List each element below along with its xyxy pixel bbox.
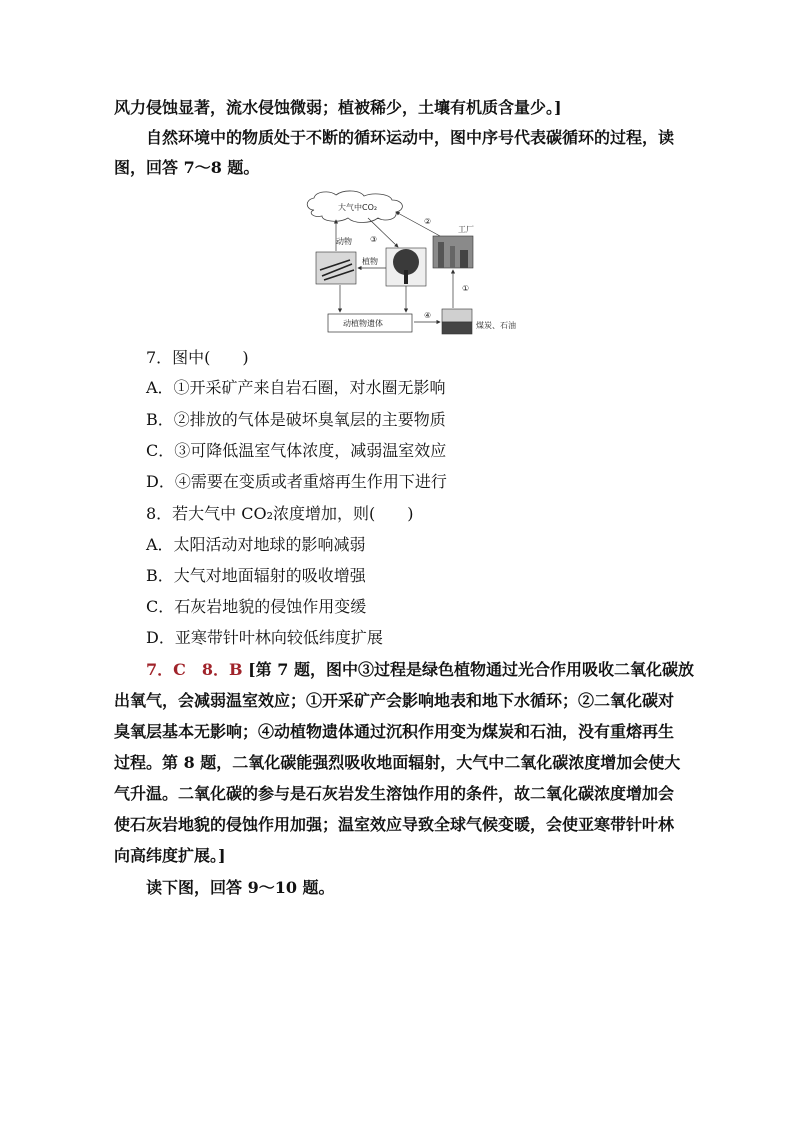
q7-option-b: B．②排放的气体是破坏臭氧层的主要物质 [146, 410, 446, 429]
tree-icon [386, 248, 426, 286]
answer-line-2: 出氧气，会减弱温室效应；①开采矿产会影响地表和地下水循环；②二氧化碳对 [114, 691, 675, 710]
animal-label: 动物 [336, 237, 352, 246]
zebra-icon [316, 252, 356, 284]
marker-2: ② [424, 217, 432, 226]
answer-line-6: 使石灰岩地貌的侵蚀作用加强；温室效应导致全球气候变暖，会使亚寒带针叶林 [114, 815, 675, 834]
marker-4: ④ [424, 311, 432, 320]
q7-option-a: A．①开采矿产来自岩石圈，对水圈无影响 [146, 378, 446, 397]
atmosphere-label: 大气中CO₂ [338, 203, 378, 212]
answer-key: 7．C 8．B [146, 660, 243, 679]
q8-option-c: C．石灰岩地貌的侵蚀作用变缓 [146, 597, 367, 616]
q8-option-d: D．亚寒带针叶林向较低纬度扩展 [146, 628, 383, 647]
answer-line-1 [146, 660, 694, 680]
q8-option-a: A．太阳活动对地球的影响减弱 [146, 535, 366, 554]
next-question-prompt: 读下图，回答 9～10 题。 [146, 878, 335, 897]
coal-label: 煤炭、石油 [476, 321, 516, 330]
plant-label: 植物 [362, 257, 378, 266]
carbon-cycle-diagram [300, 190, 530, 340]
q7-option-c: C．③可降低温室气体浓度，减弱温室效应 [146, 441, 447, 460]
intro-line-1: 自然环境中的物质处于不断的循环运动中，图中序号代表碳循环的过程，读 [146, 128, 675, 147]
answer-text-1: [第 7 题，图中③过程是绿色植物通过光合作用吸收二氧化碳放 [248, 660, 694, 679]
factory-icon [433, 236, 473, 268]
intro-line-2: 图，回答 7～8 题。 [114, 158, 260, 177]
marker-3: ③ [370, 235, 378, 244]
answer-line-3: 臭氧层基本无影响；④动植物遗体通过沉积作用变为煤炭和石油，没有重熔再生 [114, 722, 675, 741]
q8-stem: 8．若大气中 CO₂浓度增加，则( ) [146, 504, 414, 523]
q7-stem: 7．图中( ) [146, 348, 249, 367]
answer-line-5: 气升温。二氧化碳的参与是石灰岩发生溶蚀作用的条件，故二氧化碳浓度增加会 [114, 784, 675, 803]
marker-1: ① [462, 284, 470, 293]
q7-option-d: D．④需要在变质或者重熔再生作用下进行 [146, 472, 447, 491]
answer-line-4: 过程。第 8 题，二氧化碳能强烈吸收地面辐射，大气中二氧化碳浓度增加会使大 [114, 753, 681, 772]
prev-answer-tail: 风力侵蚀显著，流水侵蚀微弱；植被稀少，土壤有机质含量少。] [114, 98, 562, 117]
factory-label: 工厂 [458, 225, 474, 234]
remains-label: 动植物遗体 [343, 319, 383, 328]
answer-line-7: 向高纬度扩展。] [114, 846, 226, 865]
q8-option-b: B．大气对地面辐射的吸收增强 [146, 566, 366, 585]
coal-oil-icon [442, 309, 472, 334]
